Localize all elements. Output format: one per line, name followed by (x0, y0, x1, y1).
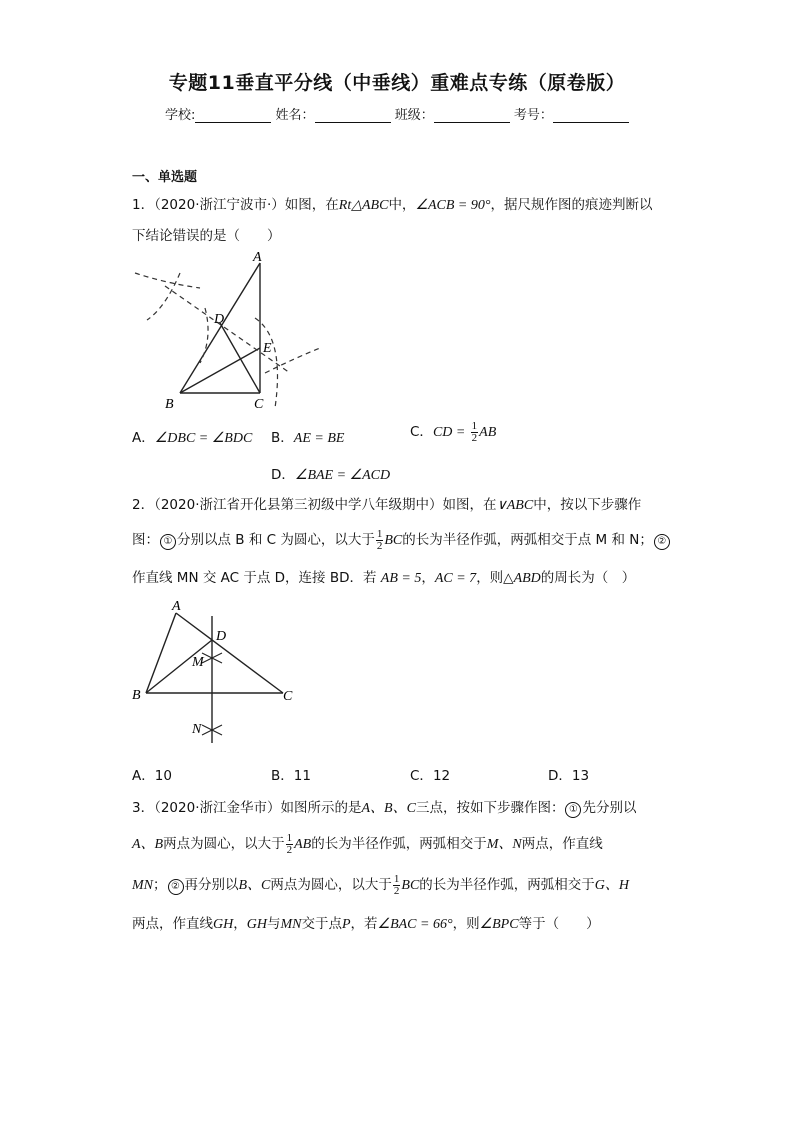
q3-step1-marker: ① (565, 802, 581, 818)
class-label: 班级： (394, 108, 434, 123)
q2-label-a: A (172, 599, 181, 614)
q3-fraction-half-bc: $\frac{1}{2}$ (393, 872, 400, 897)
q1-fraction-half: $\frac{1}{2}$ (471, 419, 478, 444)
q1-rt-triangle: Rt△ABC (338, 198, 389, 213)
q3-line3: MN； ② 再分别以B、C两点为圆心，以大于 $\frac{1}{2}$ BC的长为半径作弧，两弧相交于G、H (132, 872, 630, 897)
q1-figure (125, 248, 330, 418)
q2-option-d[interactable]: D．13 (548, 768, 590, 784)
q1-label-e: E (263, 341, 272, 356)
q1-segment-cd (220, 323, 260, 393)
q1-option-d[interactable]: D．∠BAE = ∠ACD (271, 467, 391, 483)
q3-line4: 两点，作直线GH，GH与MN交于点P，若∠BAC = 66°，则∠BPC等于（ ） (132, 916, 600, 932)
q2-option-c[interactable]: C．12 (410, 768, 451, 784)
class-blank[interactable] (434, 108, 510, 123)
q1-label-a: A (253, 250, 262, 265)
q1-arc-1 (135, 273, 200, 288)
q1-label-b: B (165, 397, 174, 412)
q2-figure (128, 598, 298, 748)
student-info-row (165, 104, 629, 123)
q2-label-m: M (192, 655, 204, 670)
q1-suffix: ，据尺规作图的痕迹判断以 (490, 197, 653, 213)
q1-line2: 下结论错误的是（ ） (132, 228, 281, 244)
name-blank[interactable] (315, 108, 391, 123)
q3-line2: A、B两点为圆心，以大于 $\frac{1}{2}$ AB的长为半径作弧，两弧相交于M、N两点，作直线 (132, 831, 603, 856)
q1-arc-4 (265, 348, 320, 373)
q1-angle: ∠ACB = 90° (415, 198, 491, 213)
q2-line3: 作直线 MN 交 AC 于点 D，连接 BD．若 AB = 5，AC = 7，则△ABD的周长为（ ） (132, 570, 636, 586)
school-label: 学校: (165, 108, 196, 123)
q3-step2-marker: ② (168, 879, 184, 895)
q2-line2: 图： ① 分别以点 B 和 C 为圆心，以大于 $\frac{1}{2}$ BC的长为半径作弧，两弧相交于点 M 和 N； ② (132, 528, 671, 552)
school-blank[interactable] (195, 108, 271, 123)
q2-option-b[interactable]: B．11 (271, 768, 311, 784)
q1-label-d: D (214, 312, 225, 327)
q1-arc-2 (147, 273, 180, 320)
q2-fraction-half: $\frac{1}{2}$ (376, 527, 383, 552)
q2-label-c: C (283, 689, 293, 704)
exam-label: 考号： (513, 108, 553, 123)
page-title: 专题11垂直平分线（中垂线）重难点专练（原卷版） (168, 72, 626, 94)
q2-line1: 2．（2020·浙江省开化县第三初级中学八年级期中）如图，在∨ABC中，按以下步骤作 (132, 497, 642, 513)
q1-side-ab (180, 263, 260, 393)
q2-step2-marker: ② (654, 534, 670, 550)
q2-step1-marker: ① (160, 534, 176, 550)
q3-fraction-half-ab: $\frac{1}{2}$ (286, 831, 293, 856)
q1-perpendicular-bisector (165, 286, 290, 373)
q1-arc-3 (255, 318, 278, 408)
section-title: 一、单选题 (132, 170, 198, 185)
q2-option-a[interactable]: A．10 (132, 768, 172, 784)
q1-line1 (132, 193, 652, 214)
q1-prefix: 1．（2020·浙江宁波市·）如图，在 (132, 197, 339, 213)
q1-arc-5 (200, 308, 208, 363)
q2-label-n: N (192, 722, 202, 737)
q1-option-c[interactable]: C．CD = $\frac{1}{2}$ AB (410, 419, 497, 444)
q1-mid: 中， (388, 197, 416, 213)
q1-segment-be (180, 348, 260, 393)
q2-label-b: B (132, 688, 141, 703)
q2-triangle: ∨ABC (496, 498, 534, 513)
name-label: 姓名： (275, 108, 315, 123)
exam-blank[interactable] (553, 108, 629, 123)
q1-option-a[interactable]: A．∠DBC = ∠BDC (132, 430, 253, 446)
q1-option-b[interactable]: B．AE = BE (271, 430, 345, 446)
q2-label-d: D (216, 629, 227, 644)
q1-label-c: C (254, 397, 264, 412)
q2-side-ac (176, 613, 283, 693)
q3-line1: 3．（2020·浙江金华市）如图所示的是A、B、C三点，按如下步骤作图： ① 先分别以 (132, 800, 637, 816)
